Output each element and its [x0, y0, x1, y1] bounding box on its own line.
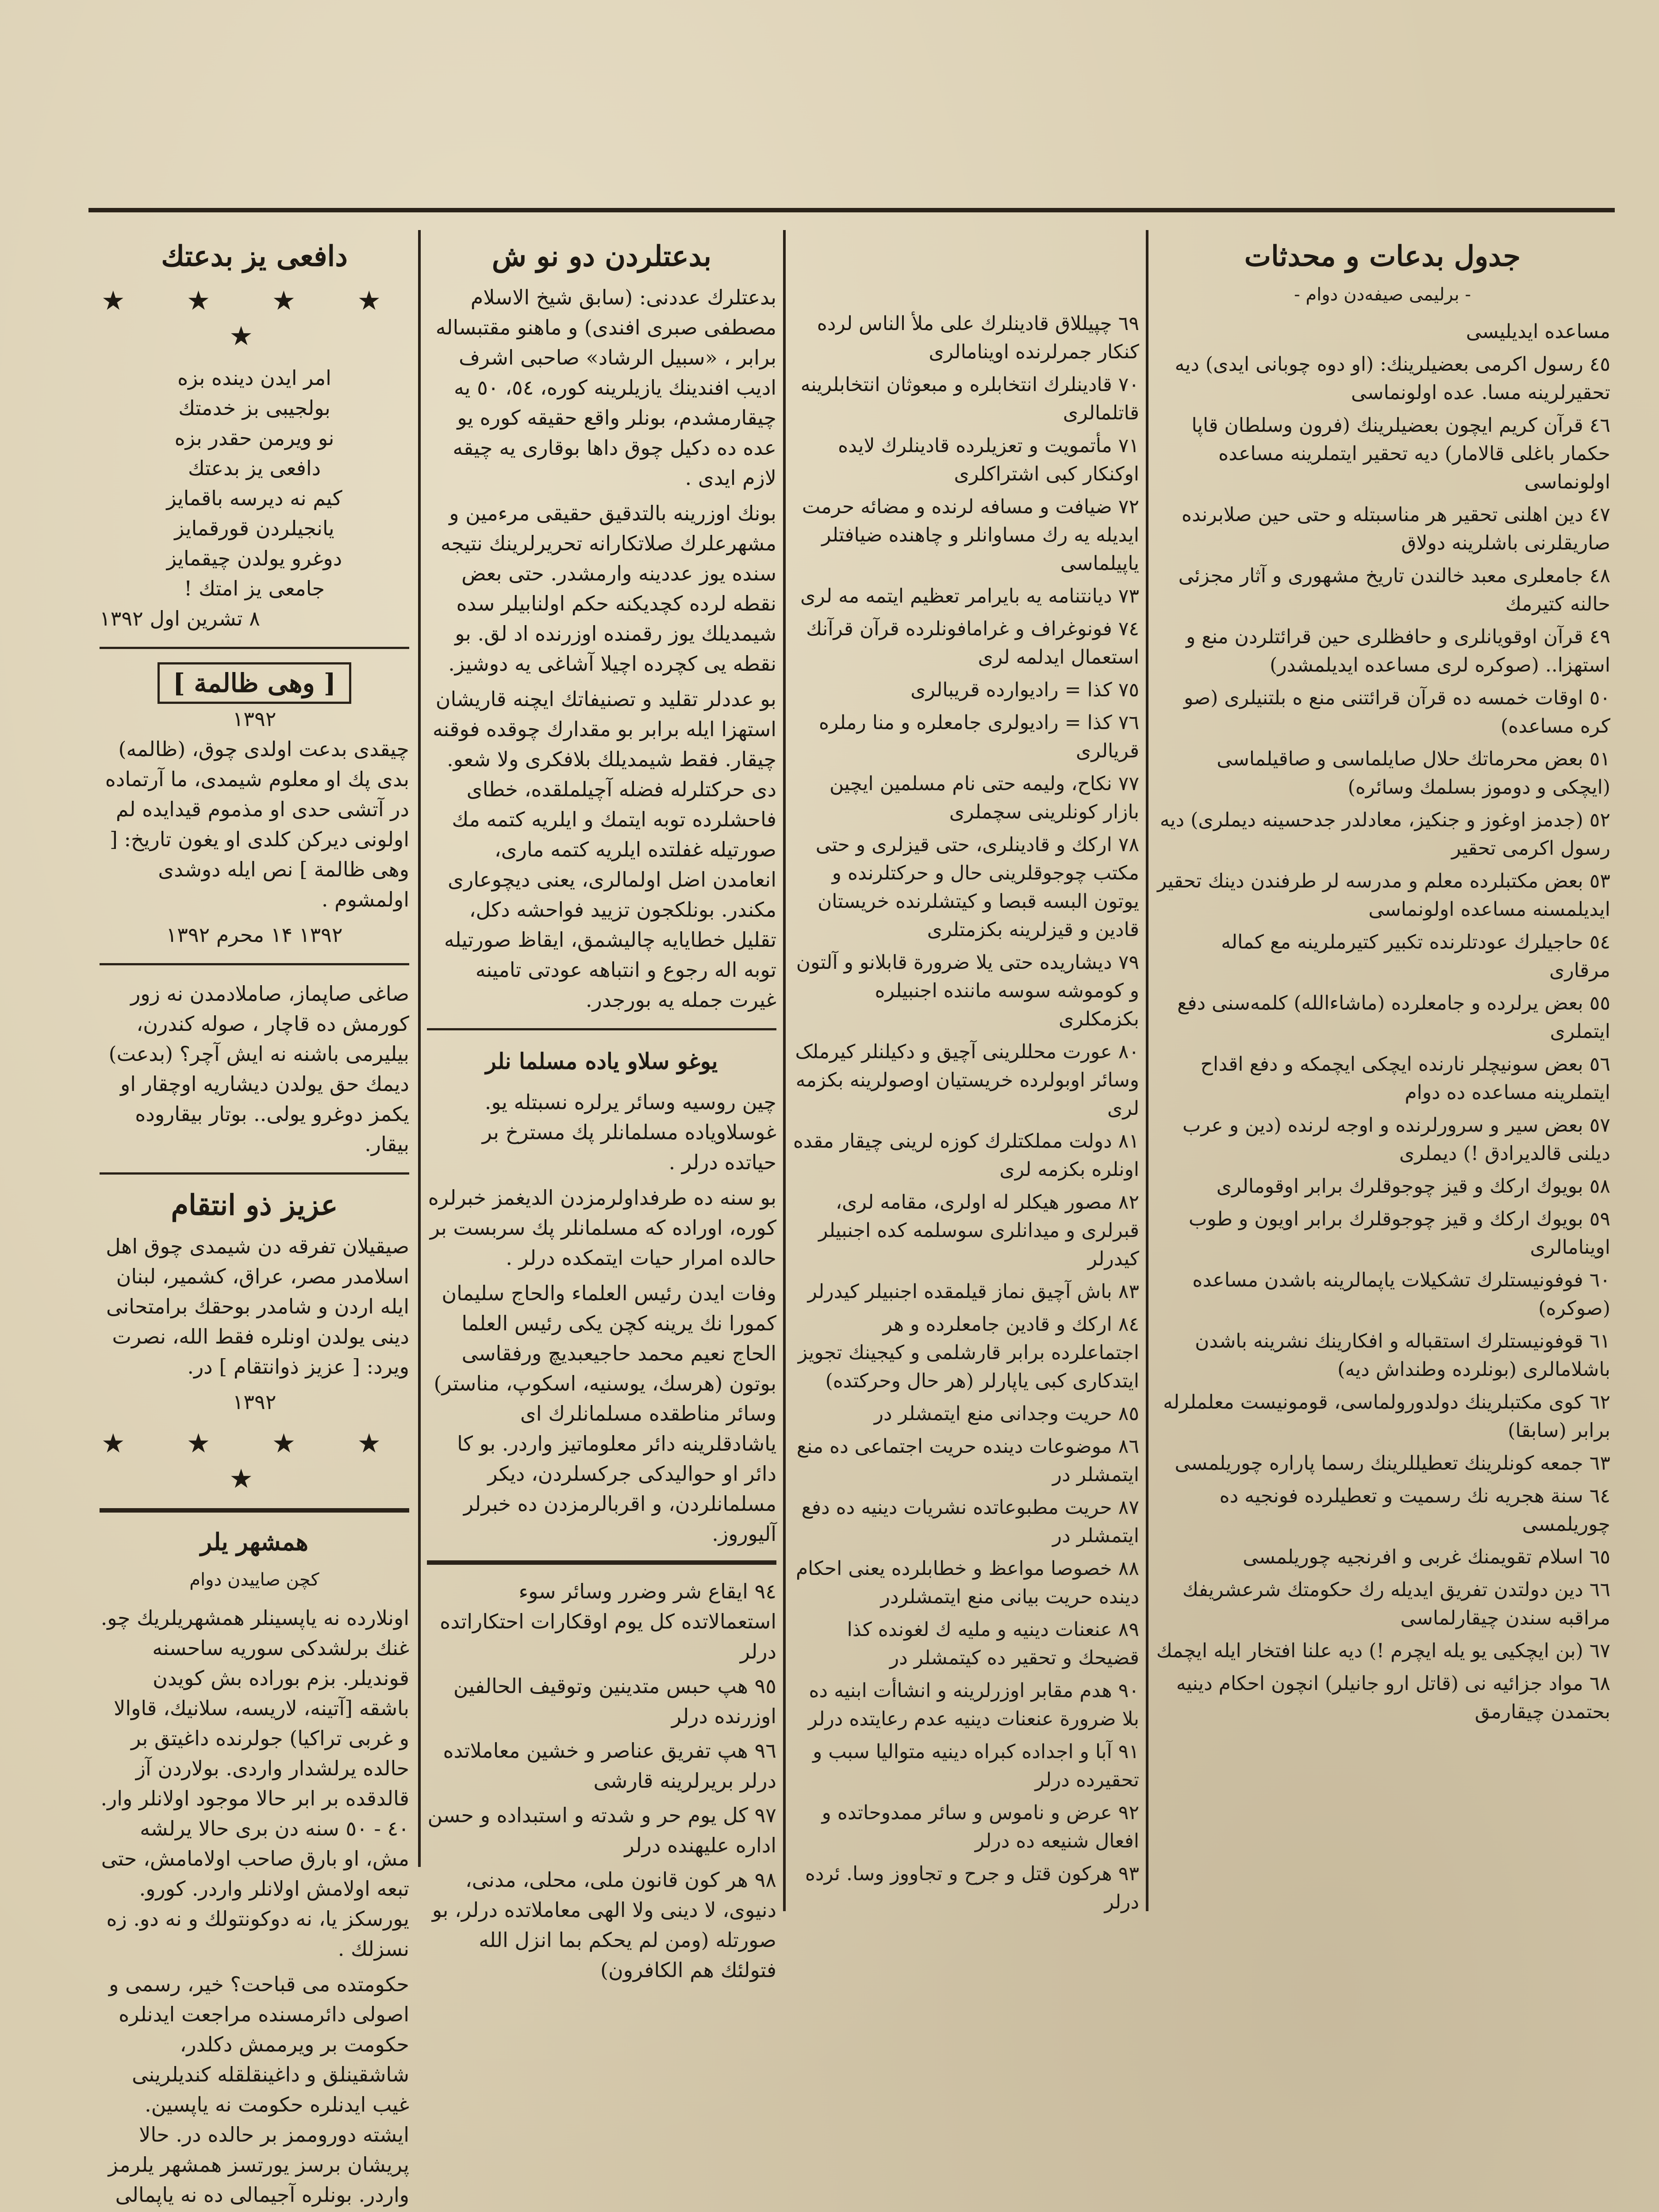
intikam-text: صیقیلان تفرقه دن شیمدی چوق اهل اسلامدر مصر، عراق، کشمیر، لبنان ایله اردن و شامدر بوحقك برامتحانی دینی یولدن اونلره فقط الله، نصرت ویرد: [ عزیز ذوانتقام ] در. [106, 1234, 409, 1379]
star-row-bottom: ★ ★ ★ ★ ★ [101, 1428, 408, 1494]
list-item: ٤٥ رسول اکرمی بعضیلرینك: (او دوه چوبانی ایدی) دیه تحقیرلرینه مسا. عده اولونماسی [1175, 353, 1610, 404]
list-item: ٥٦ بعض سونیچلر نارنده ایچکی ایچمکه و دفع اقداح ایتملرینه مساعده ده دوام [1200, 1053, 1610, 1104]
paragraph: بو عددلر تقلید و تصنیفاتك ایچنه قاریشان استهزا ایله برابر بو مقدارك چوقده فوقنه چیقار. فقط شیمدیلك بلافکری ولا شعو. دی حرکتلرله فضله آچیلملقده، خطای فاحشلرده توبه ایتمك و ایلریه کتمه مك صورتیله غفلتده ایلریه کتمه ماری، انعامدن اضل اولمالری، یعنی دیچوعاری مکندر. بونلکجون تزیید فواحشه دکل، تقلیل خطایایه چالیشمق، ایقاظ صورتیله توبه اله رجوع و انتباهه عودتی تامینه غیرت جمله یه بورجدر. [432, 687, 776, 1012]
list-item: ٦٠ فوفونیستلرك تشکیلات یاپمالرینه باشدن مساعده (صوکره) [1192, 1269, 1610, 1320]
list-item: ٧٢ ضیافت و مسافه لرنده و مضائه حرمت ایدیله یه رك مساوانلر و چاهنده ضیافتلر یاپیلماسی [802, 495, 1139, 575]
list-item: ٧١ مأتمویت و تعزیلرده قادینلرك لایده اوکنکار کبی اشتراکلری [838, 434, 1139, 485]
list-item: ٨٧ حریت مطبوعاتده نشریات دینیه ده دفع ایتمشلر در [801, 1496, 1139, 1547]
list-item: ٥٣ بعض مکتبلرده معلم و مدرسه لر طرفندن دینك تحقیر ایدیلمسنه مساعده اولونماسی [1157, 870, 1610, 921]
box-dates: ۱۳۹۲ ۱۴ محرم ۱۳۹۲ [166, 923, 343, 947]
list-item: ٦٥ اسلام تقویمنك غربی و افرنجیه چوریلمسی [1243, 1546, 1610, 1568]
list-item: ٦٢ کوی مکتبلرینك دولدورولماسی، قومونیست معلملرله برابر (سابقا) [1163, 1391, 1610, 1442]
list-item: ٥٨ بویوك ارکك و قیز چوجوقلرك برابر اوقومالری [1216, 1175, 1610, 1198]
column-innovations-table [1155, 230, 1610, 1731]
column-list-continued [792, 310, 1139, 1921]
list-item: ٦٣ جمعه کونلرینك تعطیللرینك رسما پاراره چوریلمسی [1175, 1452, 1610, 1475]
column-defender [100, 230, 409, 2212]
list-item: ٩٠ هدم مقابر اوزرلرینه و انشاأت ابنیه ده بلا ضرورة عنعنات دینیه عدم رعایتده درلر [808, 1679, 1139, 1730]
column-heading: دافعی یز بدعتك [161, 240, 348, 273]
list-item: ٨٥ حریت وجدانی منع ایتمشلر در [874, 1402, 1139, 1425]
poem-two: صاغی صاپماز، صاملادمدن نه زور کورمش ده قاچار ، صوله کندرن، بیلیرمی باشنه نه ایش آچر؟ (بدعت) دیمك حق یولدن دیشاریه اوچقار او یکمز دوغرو یولی.. بوتار بیقاروده بیقار. [108, 982, 409, 1156]
list-item: ٨٩ عنعنات دینیه و ملیه ك لغونده کذا قضیحك و تحقیر ده کیتمشلر در [847, 1618, 1139, 1669]
poem-line: بولجیبی بز خدمتك [178, 396, 330, 420]
hemsehri-title: همشهر یلر [200, 1528, 309, 1556]
poem-line: جامعی یز امتك ! [184, 576, 325, 600]
list-item: ٧٠ قادینلرك انتخابلره و مبعوثان انتخابلرینه قاتلمالری [800, 373, 1139, 424]
list-item: ٩٨ هر کون قانون ملی، محلی، مدنی، دنیوی، لا دینی ولا الهی معاملاتده درلر، بو صورتله (ومن لم یحکم بما انزل الله فتولئك هم الکافرون) [432, 1868, 776, 1982]
hemsehri-sub: کچن صاییدن دوام [189, 1570, 319, 1590]
paragraph: بونك اوزرینه بالتدقیق حقیقی مرءمین و مشهرعلرك صلاتکارانه تحریرلرینك نتیجه سنده یوز عددینه وارمشدر. حتی بعض نقطه لرده کچدیکنه حکم اولنابیلر سده شیمدیلك یوز رقمنده اوزرنده اد لق. بو نقطه یی کچرده اچیلا آشاغی یه دوشیز. [440, 501, 776, 676]
list-item: ٩٥ هپ حبس متدینین وتوقیف الحالفین اوزرنده درلر [453, 1674, 776, 1728]
list-item: ٩٤ ایقاع شر وضرر وسائر سوء استعمالاتده کل یوم اوقکارات احتکاراتده درلر [440, 1579, 776, 1663]
list-item: ٥٥ بعض یرلرده و جامعلرده (ماشاءالله) کلمه‌سنی دفع ایتملری [1177, 992, 1610, 1043]
list-item: ٨٠ عورت محللرینی آچیق و دکیلنلر کیرملک وسائر اوبولرده خریستیان اوصولرینه بکزمه لری [795, 1041, 1139, 1120]
list-item: ٩٦ هپ تفریق عناصر و خشین معاملاتده درلر بریرلرینه قارشی [443, 1739, 776, 1793]
box-year: ۱۳۹۲ [232, 707, 276, 731]
paragraph: بدعتلرك عددنی: (سابق شیخ الاسلام مصطفی صبری افندی) و ماهنو مقتبساله برابر ، «سبیل الرشاد» صاحبی اشرف ادیب افندینك یازیلرینه کوره، ٥٤، ٥٠ یه چیقارمشدم، بونلر واقع حقیقه کوره یو عده ده دکیل چوق داها بوقاری یه چیقه لازم ایدی . [435, 285, 776, 490]
list-item: ٩٣ هرکون قتل و جرح و تجاووز وسا. ئرده درلر [805, 1863, 1139, 1913]
list-item: ٧٩ دیشاریده حتی یلا ضرورة قابلانو و آلتون و کوموشه سوسه ماننده اجنبیلره بکزمکلری [796, 951, 1139, 1030]
list-item: ٨٢ مصور هیکلر له اولری، مقامه لری، قبرلری و میدانلری سوسلمه کده اجنبیلر کیدرلر [818, 1191, 1139, 1270]
list-item: ٨٨ خصوصا مواعظ و خطابلرده یعنی احکام دینده حریت بیانی منع ایتمشلردر [795, 1557, 1139, 1608]
star-row: ★ ★ ★ ★ ★ [101, 285, 408, 352]
list-item: ٩٢ عرض و ناموس و سائر ممدوحاتده و افعال شنیعه ده درلر [822, 1801, 1139, 1852]
intikam-year: ۱۳۹۲ [232, 1390, 276, 1414]
poem-line: کیم نه دیرسه باقمایز [166, 486, 342, 510]
list-item: ٦١ قوفونیستلرك استقباله و افکارینك نشرینه باشدن باشلامالری (بونلرده وطنداش دیه) [1194, 1330, 1610, 1381]
list-item: ٥٢ (جدمز اوغوز و جنکیز، معادلدر جدحسینه دیملری) دیه رسول اکرمی تحقیر [1160, 809, 1610, 860]
list-item: ٧٥ کذا = رادیوارده قریبالری [910, 679, 1139, 701]
list-item: ٦٤ سنة هجریه نك رسمیت و تعطیلرده فونجیه ده چوریلمسی [1219, 1485, 1610, 1536]
list-item: ٤٨ جامعلری معبد خالندن تاریخ مشهوری و آثار مجزئی حالنه کتیرمك [1178, 565, 1610, 615]
list-item: مساعده ایدیلیسی [1466, 320, 1610, 343]
list-item: ٥٩ بویوك ارکك و قیز چوجوقلرك برابر اویون و طوب اوینامالری [1188, 1208, 1610, 1259]
column-heading: جدول بدعات و محدثات [1244, 240, 1521, 273]
column-subheading: - برلیمی صیفه‌دن دوام - [1294, 284, 1471, 305]
column-return [427, 230, 776, 1989]
poem-date: ۸ تشرین اول ۱۳۹۲ [100, 607, 260, 630]
poem-line: یانجیلردن قورقمایز [174, 516, 334, 540]
poem-line: نو ویرمن حقدر بزه [174, 426, 334, 450]
paragraph: وفات ایدن رئیس العلماء والحاج سلیمان کمورا نك یرینه کچن یکی رئیس العلما الحاج نعیم محمد حاجیعبدیچ ورفقاسی بوتون (هرسك، یوسنیه، اسکوپ، مناستر) وسائر مناطقده مسلمانلرك ای یاشادقلرینه دائر معلوماتیز واردر. بو کا دائر او حوالیدکی جرکسلردن، دیکر مسلمانلردن، و اقربالرمزدن ده خبرلر آلیوروز. [434, 1281, 776, 1546]
list-item: ٧٨ ارکك و قادینلری، حتی قیزلری و حتی مکتب چوجوقلرینی حال و حرکتلرنده و یوتون البسه قبصا و کیتشلرنده خریستان قادین و قیزلرینه بکزمتلری [815, 833, 1139, 941]
list-item: ٦٧ (بن ایچکیی یو یله ایچرم !) دیه علنا افتخار ایله ایچمك [1156, 1640, 1610, 1662]
list-item: ٦٨ مواد جزائیه نی (قاتل ارو جانیلر) انچون احکام دینیه بحتمدن چیقارمق [1176, 1672, 1610, 1723]
list-item: ٤٧ دین اهلنی تحقیر هر مناسبتله و حتی حین صلابرنده صاریقلرنی باشلرینه دولاق [1181, 503, 1610, 554]
subheading: یوغو سلاو یاده مسلما نلر [485, 1048, 718, 1074]
list-item: ٥٤ حاجیلرك عودتلرنده تکبیر کتیرملرینه مع کماله مرقاری [1221, 931, 1610, 982]
hemsehri-paragraph: حکومتده می قباحت؟ خیر، رسمی و اصولی دائرمسنده مراجعت ایدنلره حکومت بر ویرممش دکلدر، شاشقینلق و داغینقلقله کندیلرینی غیب ایدنلره حکومت نه یاپسین. ایشته دوروممز بر حالده در. حالا پریشان برسز یورتسز همشهر یلرمز واردر. بونلره آجیمالی ده نه یاپمالی [108, 1972, 409, 2207]
column-divider-3 [1146, 230, 1148, 1911]
hemsehri-paragraph: اونلارده نه یاپسینلر همشهریلریك چو. غنك برلشدکی سوریه ساحسنه قوندیلر. بزم بوراده بش کویدن باشقه [آتینه، لاریسه، سلانیك، قاوالا و غربی تراکیا) جولرنده داغیتق بر حالده یرلشدار واردی. بولاردن آز قالدقده بر ابر حالا موجود اولانلر وار. ٤٠ - ٥٠ سنه دن بری حالا یرلشه مش، او بارق صاحب اولامامش، حتی تبعه اولامش اولانلر واردر. کورو. یورسکز یا، نه دوکونتولك و نه دو. زه نسزلك . [100, 1606, 409, 1961]
list-item: ٨١ دولت مملکتلرك کوزه لرینی چیقار مقده اونلره بکزمه لری [793, 1130, 1139, 1181]
list-item: ٨٤ ارکك و قادین جامعلرده و هر اجتماعلرده برابر قارشلمی و کیجینك تجویز ایتدکاری کبی یاپارلر (هر حال وحرکتده) [798, 1313, 1139, 1392]
top-rule [88, 208, 1615, 212]
paragraph: چین روسیه وسائر یرلره نسبتله یو. غوسلاویاده مسلمانلر پك مسترخ بر حیاتده درلر . [482, 1090, 776, 1174]
list-item: ٧٣ دیانتنامه یه بایرامر تعظیم ایتمه مه لری [800, 585, 1139, 607]
box-title: [ وهی ظالمة ] [157, 662, 352, 704]
intikam-title: عزیز ذو انتقام [171, 1189, 338, 1222]
list-item: ٦٩ چپیللاق قادینلرك علی ملأ الناس لرده کنکار جمرلرنده اوینامالری [817, 312, 1139, 363]
poem-line: دافعی یز بدعتك [188, 456, 321, 480]
column-heading: بدعتلردن دو نو ش [492, 240, 712, 273]
list-item: ٨٣ باش آچیق نماز قیلمقده اجنبیلر کیدرلر [807, 1280, 1139, 1303]
list-item: ٤٦ قرآن کریم ایچون بعضیلرینك (فرون وسلطان قاپا حکمار باغلی قالامار) دیه تحقیر ایتملرینه مساعده اولونماسی [1191, 414, 1610, 493]
box-text: چیقدی بدعت اولدی چوق، (ظالمه) بدی پك او معلوم شیمدی، ما آرتماده در آتشی حدی او مذموم قیدایده لم اولونی دیرکن کلدی او یغون تاریخ: [ وهی ظالمة ] نص ایله دوشدی اولمشوم . [105, 737, 409, 911]
list-item: ٧٦ کذا = رادیولری جامعلره و منا رملره قریالری [819, 711, 1139, 762]
poem-line: دوغرو یولدن چیقمایز [166, 546, 342, 570]
poem-line: امر ایدن دینده بزه [177, 366, 331, 390]
list-item: ٤٩ قرآن اوقویانلری و حافظلری حین قرائتلردن منع و استهزا.. (صوکره لری مساعده ایدیلمشدر) [1186, 626, 1610, 676]
list-item: ٥٠ اوقات خمسه ده قرآن قرائتنی منع ه بلتنیلری (صو کره مساعده) [1184, 687, 1610, 737]
list-item: ٥٧ بعض سیر و سرورلرنده و اوجه لرنده (دین و عرب دیلنی قالدیرادق !) دیملری [1182, 1114, 1610, 1165]
paragraph: بو سنه ده طرفداولرمزدن الدیغمز خبرلره کوره، اوراده که مسلمانلر پك سربست بر حالده امرار حیات ایتمکده درلر . [428, 1186, 776, 1270]
list-item: ٩١ آبا و اجداده کبراه دینیه متوالیا سبب و تحقیرده درلر [813, 1740, 1139, 1791]
list-item: ٩٧ کل یوم حر و شدته و استبداده و حسن اداره علیهنده درلر [427, 1803, 776, 1857]
column-divider-1 [418, 230, 421, 1867]
list-item: ٨٦ موضوعات دینده حریت اجتماعی ده منع ایتمشلر در [796, 1435, 1139, 1486]
list-item: ٥١ بعض محرماتك حلال صایلماسی و صاقیلماسی (ایچکی و دوموز بسلمك وسائره) [1217, 748, 1610, 799]
list-item: ٧٤ فونوغراف و غرامافونلرده قرآن قرآنك استعمال ایدلمه لری [806, 618, 1139, 668]
list-item: ٧٧ نکاح، ولیمه حتی نام مسلمین ایچین بازار کونلرینی سچملری [830, 772, 1139, 823]
list-item: ٦٦ دین دولتدن تفریق ایدیله رك حکومتك شرعشریفك مراقبه سندن چیقارلماسی [1182, 1578, 1610, 1629]
poem [100, 363, 409, 603]
column-divider-2 [783, 230, 786, 1911]
